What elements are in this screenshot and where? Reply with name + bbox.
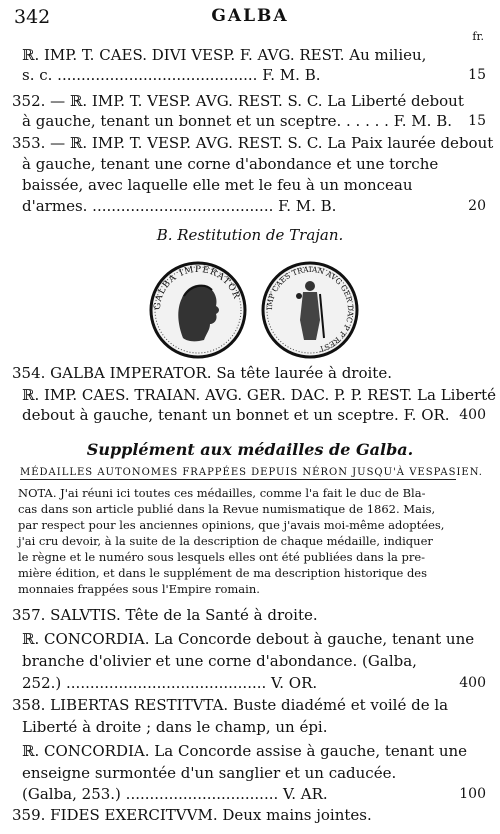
entry-353-price: 20 [468,198,486,214]
coin-obverse-legend: GALBA IMPERATOR [152,264,242,311]
coin-illustration [148,260,360,360]
coin-reverse-legend: IMP CAES TRAIAN AVG GER DAC P P REST [264,264,356,354]
entry-357-line3: branche d'olivier et une corne d'abondance. (Galba, [22,652,417,670]
entry-352-line1: 352. — ℝ. IMP. T. VESP. AVG. REST. S. C. La Liberté debout [12,92,464,110]
entry-358-price: 100 [459,786,486,802]
note-line-4: j'ai cru devoir, à la suite de la description de chaque médaille, indiquer [18,534,433,548]
coin-images [148,260,360,360]
page-number: 342 [14,6,51,28]
entry-353-line3: baissée, avec laquelle elle met le feu à un monceau [22,176,413,194]
entry-358-line3: ℝ. CONCORDIA. La Concorde assise à gauche, tenant une [22,742,468,760]
entry-357-line4: 252.) .......................................... V. OR. [22,674,318,692]
note-line-2: cas dans son article publié dans la Revue numismatique de 1862. Mais, [18,502,436,516]
note-line-1: NOTA. J'ai réuni ici toutes ces médailles, comme l'a fait le duc de Bla- [18,486,426,500]
entry-354-line2: ℝ. IMP. CAES. TRAIAN. AVG. GER. DAC. P. P. REST. La Liberté [22,386,497,404]
entry-357-line1: 357. SALVTIS. Tête de la Santé à droite. [12,606,318,624]
entry-354-line1: 354. GALBA IMPERATOR. Sa tête laurée à droite. [12,364,392,382]
running-title: GALBA [211,6,289,26]
entry-353-line4: d'armes. ...................................... F. M. B. [22,197,337,215]
note-line-5: le règne et le numéro sous lesquels elles ont été publiées dans la pre- [18,550,426,564]
section-b-heading: B. Restitution de Trajan. [156,226,344,244]
coin-reverse [263,263,357,357]
entry-357-price: 400 [459,675,486,691]
divider-rule [20,479,456,480]
coin-obverse [151,263,245,357]
entry-353-line1: 353. — ℝ. IMP. T. VESP. AVG. REST. S. C. La Paix laurée debout [12,134,494,152]
entry-354-line3: debout à gauche, tenant un bonnet et un sceptre. F. OR. [22,406,450,424]
note-line-3: par respect pour les anciennes opinions, que j'avais moi-même adoptées, [18,518,445,532]
note-line-7: monnaies frappées sous l'Empire romain. [18,582,260,596]
entry-358-line4: enseigne surmontée d'un sanglier et un caducée. [22,764,397,782]
entry-357-line2: ℝ. CONCORDIA. La Concorde debout à gauche, tenant une [22,630,475,648]
entry-351-price: 15 [468,67,486,83]
entry-351-rev-line2: s. c. .......................................... F. M. B. [22,66,321,84]
supplement-title: Supplément aux médailles de Galba. [86,440,414,459]
price-unit-label: fr. [472,30,484,43]
supplement-subtitle: MÉDAILLES AUTONOMES FRAPPÉES DEPUIS NÉRON JUSQU'À VESPASIEN. [20,467,483,478]
entry-351-rev-line1: ℝ. IMP. T. CAES. DIVI VESP. F. AVG. REST. Au milieu, [22,46,427,64]
entry-358-line1: 358. LIBERTAS RESTITVTA. Buste diadémé et voilé de la [12,696,449,714]
entry-352-price: 15 [468,113,486,129]
entry-353-line2: à gauche, tenant une corne d'abondance et une torche [22,155,439,173]
entry-352-line2: à gauche, tenant un bonnet et un sceptre. . . . . . F. M. B. [22,112,452,130]
entry-358-line2: Liberté à droite ; dans le champ, un épi. [22,718,328,736]
entry-358-line5: (Galba, 253.) ................................ V. AR. [22,785,328,803]
note-line-6: mière édition, et dans le supplément de ma description historique des [18,566,428,580]
entry-354-price: 400 [459,407,486,423]
entry-359-line1: 359. FIDES EXERCITVVM. Deux mains jointes. [12,806,372,824]
